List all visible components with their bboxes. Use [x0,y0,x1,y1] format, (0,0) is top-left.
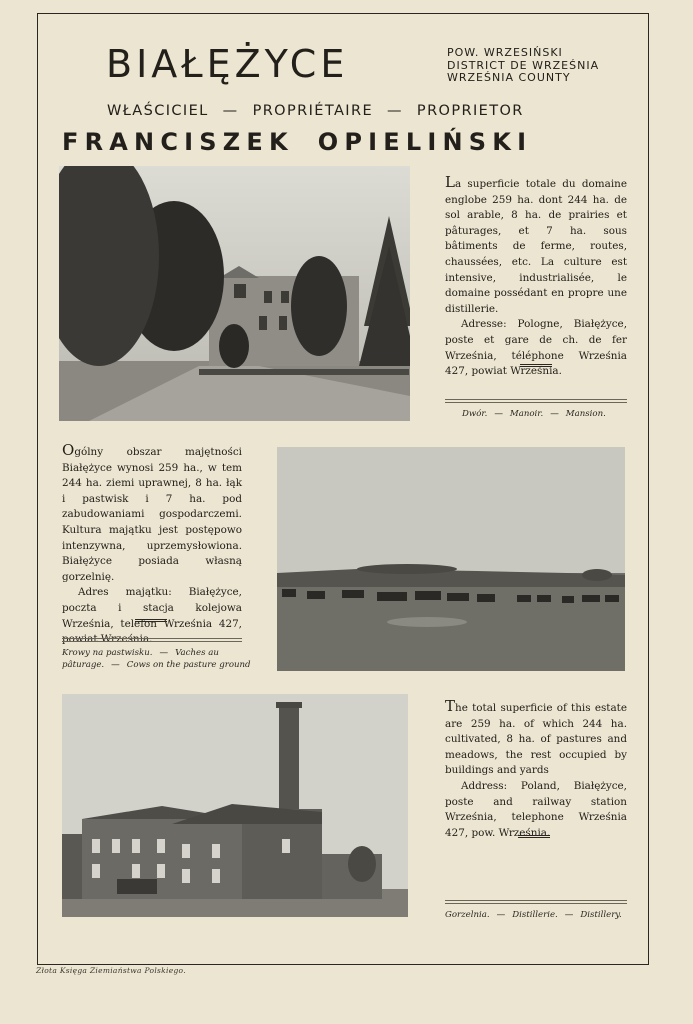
polish-address: Adres majątku: Białężyce, poczta i stacja kolejowa Września, telefon Września 427, powiat Września. [62,586,242,646]
english-address: Address: Poland, Białężyce, poste and railway station Września, telephone Września 427, pow. Września. [445,779,627,839]
caption-rule [445,399,627,403]
district-line-french: DISTRICT DE WRZEŚNIA [447,58,600,72]
caption-dash: — [159,648,169,658]
caption-polish: Gorzelnia. [445,910,490,920]
french-address: Adresse: Pologne, Białężyce, poste et gare de ch. de fer Września, téléphone Września 427, powiat Września. [445,318,627,378]
district-line-english: WRZEŚNIA COUNTY [447,71,571,84]
drop-initial: T [445,697,456,715]
french-body: a superficie totale du domaine englobe 259 ha. dont 244 ha. de sol arable, 8 ha. de prairies et pâturages, et 7 ha. sous bâtiments de ferme, routes, chaussées, etc. La culture est intensive, industrialisée, le domaine possédant en propre une distillerie. [445,178,627,315]
section-rule [135,619,167,622]
caption-english: Cows on the pasture ground [126,660,251,670]
french-description [445,175,627,380]
district-line-polish: POW. WRZESIŃSKI [447,46,563,59]
section-rule [518,835,550,838]
english-description [445,699,627,841]
caption-french: pâturage. [62,660,105,670]
caption-polish: Krowy na pastwisku. [62,648,153,658]
cows-caption [62,647,251,671]
owner-label-dash: — [387,103,403,119]
owner-label-french: PROPRIÉTAIRE [252,103,374,119]
section-rule [520,364,552,367]
owner-labels [107,103,587,119]
distillery-photo [62,694,408,917]
owner-first-name: FRANCISZEK [62,128,294,156]
owner-label-english: PROPRIETOR [416,103,524,119]
book-footer: Złota Księga Ziemiaństwa Polskiego. [36,966,186,975]
caption-french: Distillerie. [512,910,558,920]
caption-rule [62,638,242,642]
polish-description [62,443,242,648]
caption-dash: — [564,910,574,920]
caption-english: Mansion. [565,409,606,419]
caption-polish: Dwór. [462,409,488,419]
caption-dash: — [111,660,120,670]
polish-body: gólny obszar majętności Białężyce wynosi 259 ha., w tem 244 ha. ziemi uprawnej, 8 ha. łąk i pastwisk i 7 ha. pod zabudowaniami gospodarczemi. Kultura majątku jest postępowo intenzywna, uprzemysłowiona. Białężyce posiada własną gorzelnię. [62,446,242,583]
manor-photo [59,166,410,421]
caption-english: Distillery. [580,910,622,920]
caption-dash: — [494,409,503,419]
drop-initial: L [445,173,455,191]
district-block [447,47,599,85]
estate-title: BIAŁĘŻYCE [106,42,349,86]
caption-dash: — [496,910,506,920]
distillery-caption [445,909,622,921]
caption-rule [445,900,627,904]
english-body: he total superficie of this estate are 259 ha. of which 244 ha. cultivated, 8 ha. of pastures and meadows, the rest occupied by buildings and yards [445,702,627,777]
owner-label-polish: WŁAŚCICIEL [107,103,209,119]
manor-caption [462,408,606,420]
caption-french: Vaches au [175,648,219,658]
owner-last-name: OPIELIŃSKI [317,128,533,156]
owner-label-dash: — [222,103,239,119]
owner-name [62,128,532,156]
drop-initial: O [62,441,75,459]
caption-french: Manoir. [509,409,544,419]
caption-dash: — [550,409,559,419]
cows-photo [277,447,625,671]
